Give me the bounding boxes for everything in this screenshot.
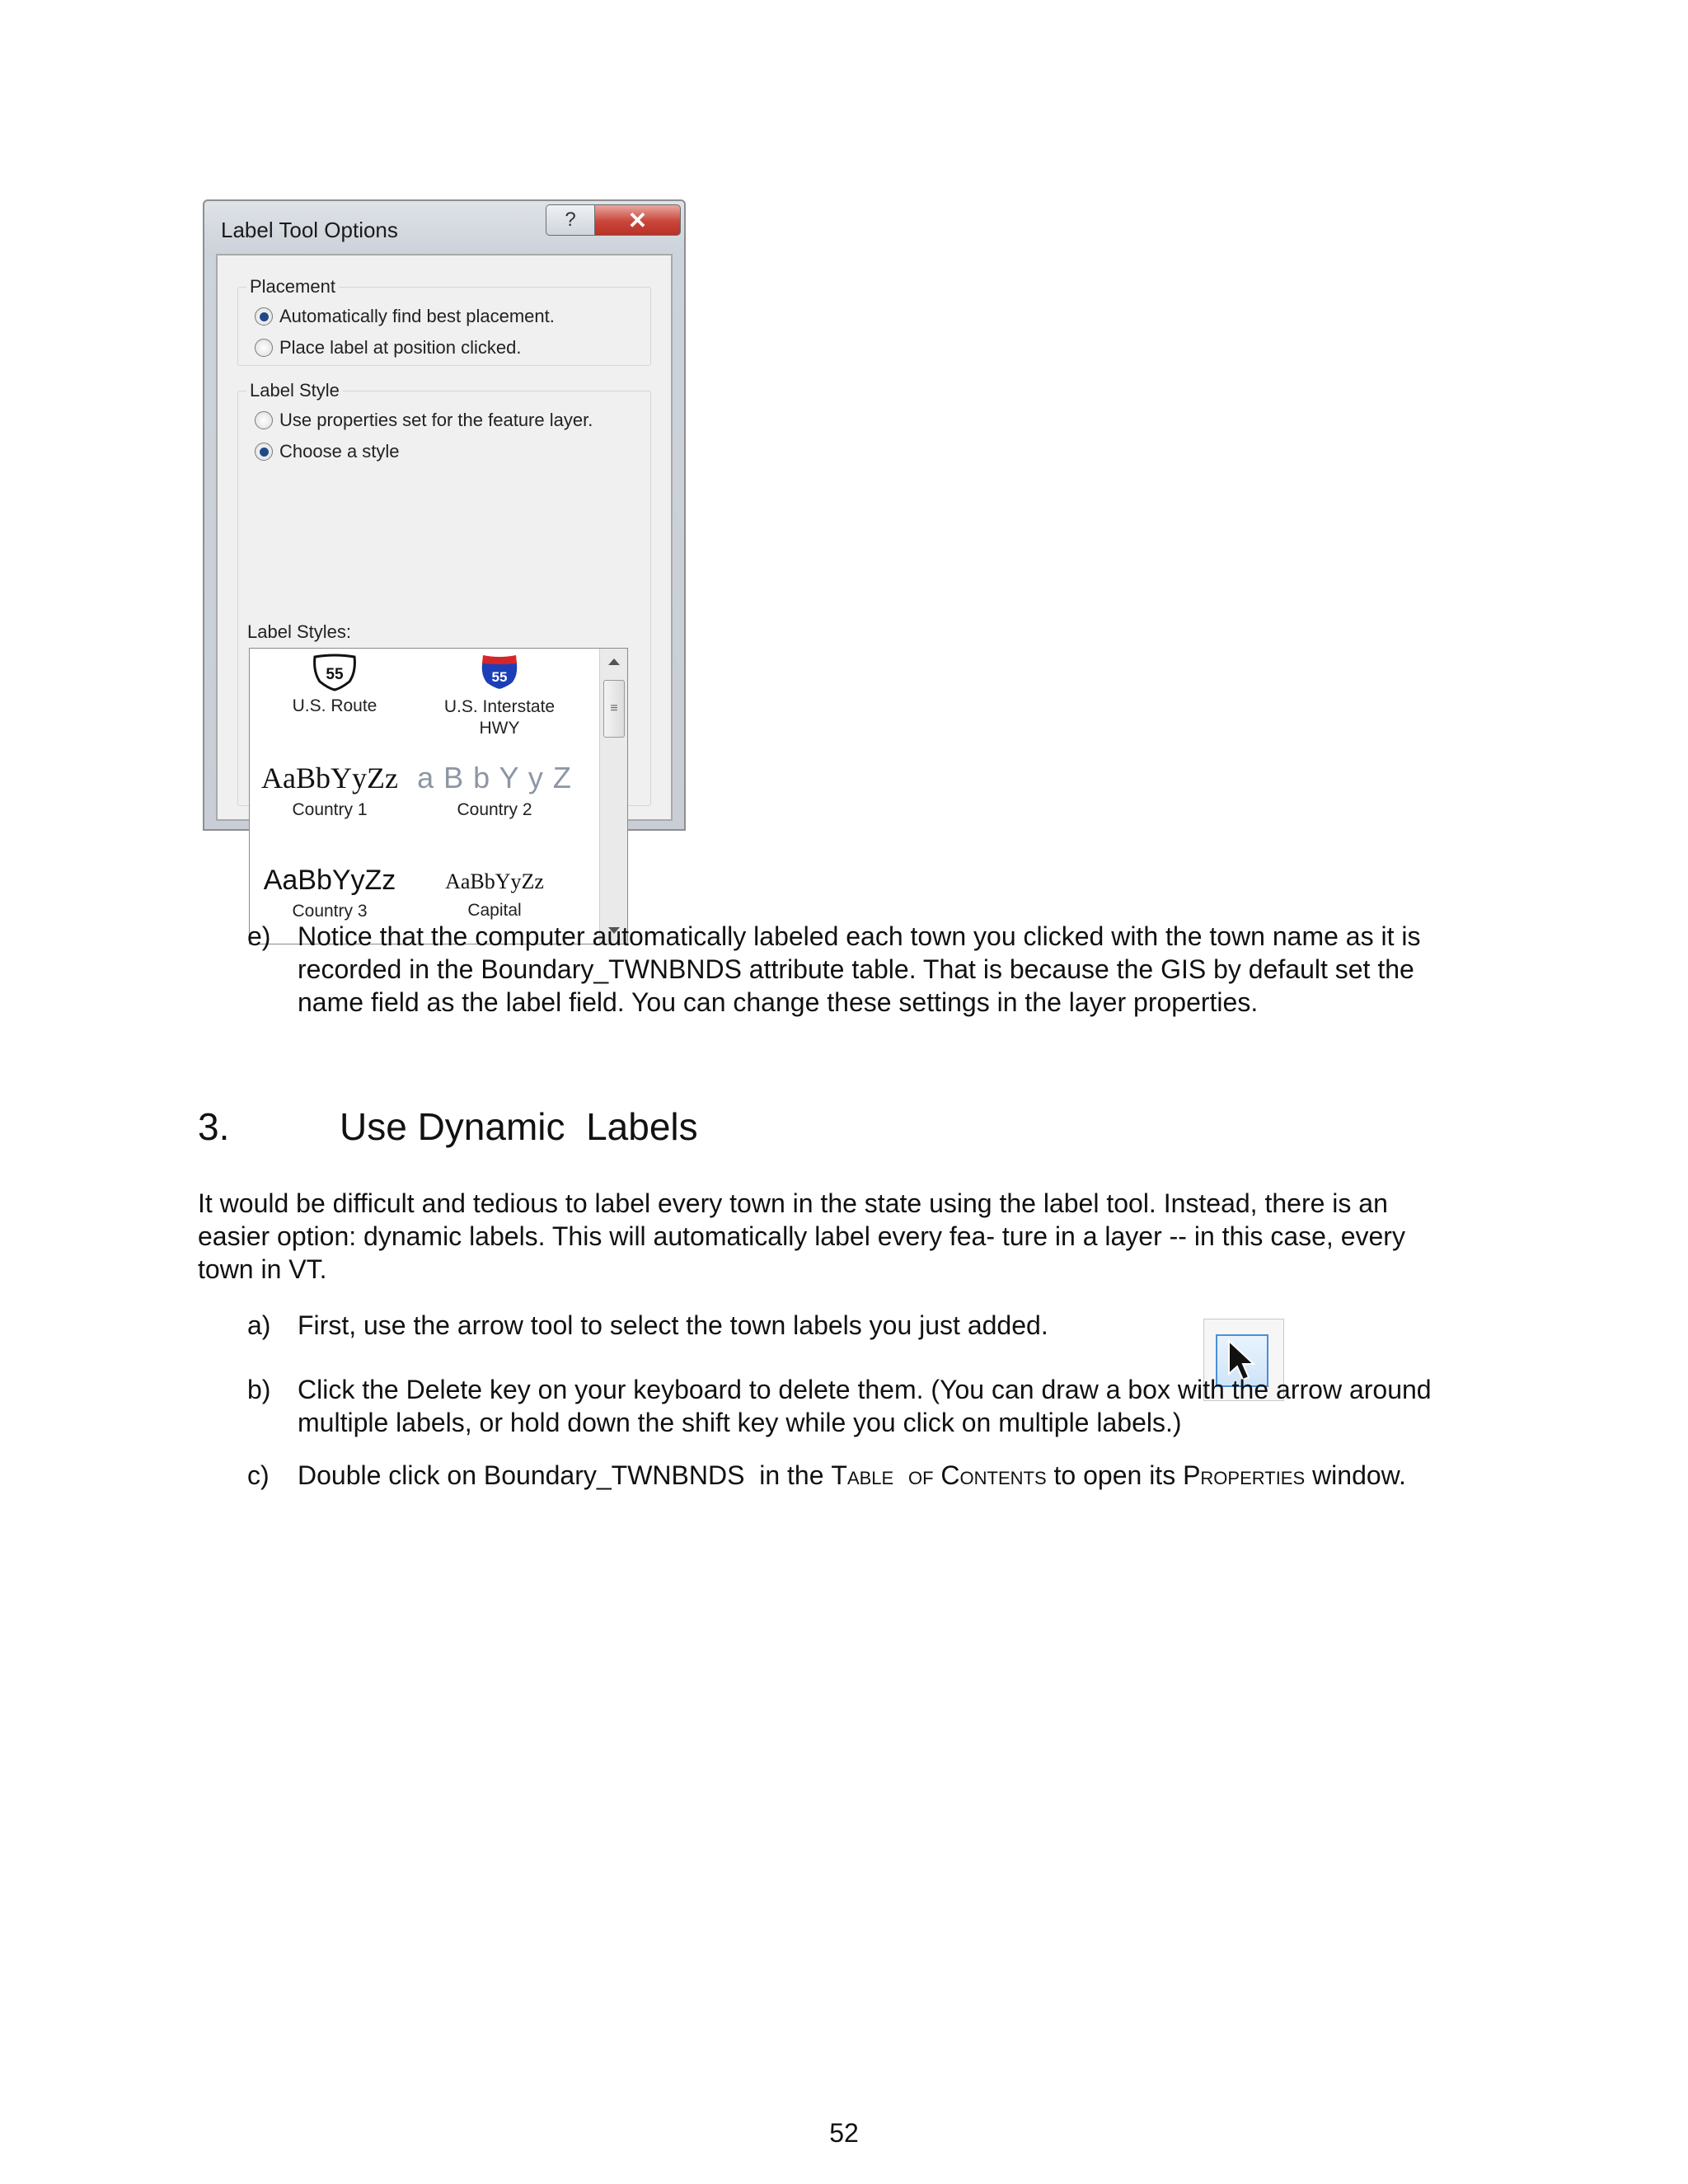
step-b-line: multiple labels, or hold down the shift key while you click on multiple labels.): [298, 1408, 1182, 1437]
step-a-marker: a): [247, 1310, 271, 1340]
help-button[interactable]: [546, 204, 595, 236]
interstate-number: 55: [491, 669, 508, 685]
style-country-1[interactable]: [251, 761, 408, 820]
label-style-legend: Label Style: [246, 380, 343, 401]
intro-line: easier option: dynamic labels. This will automatically label every fea- ture in a layer -- in this case, every: [198, 1221, 1405, 1251]
style-sample: AaBbYyZz: [263, 865, 396, 896]
step-e-marker: e): [247, 921, 271, 951]
placement-group: [237, 276, 651, 366]
page-number: 52: [829, 2118, 859, 2148]
table-of-contents-term: Table of Contents: [831, 1460, 1047, 1490]
scroll-thumb[interactable]: ≡: [603, 680, 625, 738]
section-number: 3.: [198, 1105, 230, 1148]
dialog-body: [216, 254, 673, 921]
step-c-text: [298, 1459, 1406, 1492]
interstate-shield-icon: [475, 654, 524, 691]
style-caption: Country 1: [292, 800, 368, 819]
step-a-text: First, use the arrow tool to select the town labels you just added.: [298, 1310, 1048, 1340]
radio-button[interactable]: [255, 307, 273, 326]
style-caption: Country 3: [292, 902, 368, 921]
radio-label: Choose a style: [279, 441, 400, 462]
radio-button[interactable]: [255, 339, 273, 357]
style-country-3[interactable]: [251, 865, 408, 921]
close-icon: ✕: [627, 207, 648, 233]
label-styles-list[interactable]: [249, 648, 628, 944]
step-e-line: recorded in the Boundary_TWNBNDS attribute table. That is because the GIS by default set the: [298, 954, 1414, 984]
style-country-2[interactable]: [416, 761, 573, 820]
step-c-text-mid: to open its: [1046, 1460, 1184, 1490]
step-e-line: Notice that the computer automatically labeled each town you clicked with the town name as it is: [298, 921, 1421, 951]
intro-line: It would be difficult and tedious to label every town in the state using the label tool. Instead, there is an: [198, 1188, 1388, 1218]
style-us-interstate[interactable]: [421, 654, 578, 739]
style-caption: U.S. Interstate HWY: [443, 697, 556, 738]
radio-label: Place label at position clicked.: [279, 337, 522, 358]
radio-use-layer-properties[interactable]: [255, 410, 593, 431]
step-e-line: name field as the label field. You can change these settings in the layer properties.: [298, 987, 1259, 1017]
radio-button[interactable]: [255, 411, 273, 429]
style-sample: a B b Y y Z: [417, 761, 572, 794]
list-scrollbar[interactable]: [599, 649, 627, 944]
step-b-text: [298, 1373, 1432, 1439]
intro-paragraph: [198, 1187, 1405, 1286]
help-icon: ?: [565, 209, 576, 231]
dialog-title: Label Tool Options: [221, 218, 398, 242]
style-capital[interactable]: [416, 869, 573, 921]
style-us-route[interactable]: [256, 654, 413, 716]
step-c-marker: c): [247, 1460, 270, 1490]
intro-line: town in VT.: [198, 1254, 327, 1284]
step-c-text-after: window.: [1305, 1460, 1406, 1490]
label-styles-caption: Label Styles:: [247, 621, 351, 642]
us-route-shield-icon: [310, 654, 359, 691]
placement-legend: Placement: [246, 276, 339, 298]
step-b-marker: b): [247, 1375, 271, 1404]
properties-term: Properties: [1183, 1460, 1306, 1490]
style-caption: Country 2: [457, 800, 532, 819]
radio-label: Use properties set for the feature layer.: [279, 410, 593, 430]
radio-auto-placement[interactable]: [255, 306, 555, 327]
style-caption: U.S. Route: [292, 696, 377, 715]
step-b-line: Click the Delete key on your keyboard to delete them. (You can draw a box with the arrow around: [298, 1375, 1432, 1404]
scroll-up-arrow-icon[interactable]: [608, 658, 620, 665]
us-route-number: 55: [326, 666, 344, 683]
label-tool-options-dialog: [203, 199, 686, 921]
radio-label: Automatically find best placement.: [279, 306, 555, 326]
radio-choose-style[interactable]: [255, 441, 400, 462]
section-title: Use Dynamic Labels: [340, 1105, 698, 1148]
step-c-text-before: Double click on Boundary_TWNBNDS in the: [298, 1460, 832, 1490]
step-e-text: [298, 920, 1420, 1019]
radio-button[interactable]: [255, 443, 273, 461]
style-caption: Capital: [467, 901, 522, 920]
close-button[interactable]: [594, 204, 681, 236]
radio-place-at-click[interactable]: [255, 337, 522, 359]
style-sample: AaBbYyZz: [445, 869, 544, 893]
style-sample: AaBbYyZz: [261, 762, 398, 794]
